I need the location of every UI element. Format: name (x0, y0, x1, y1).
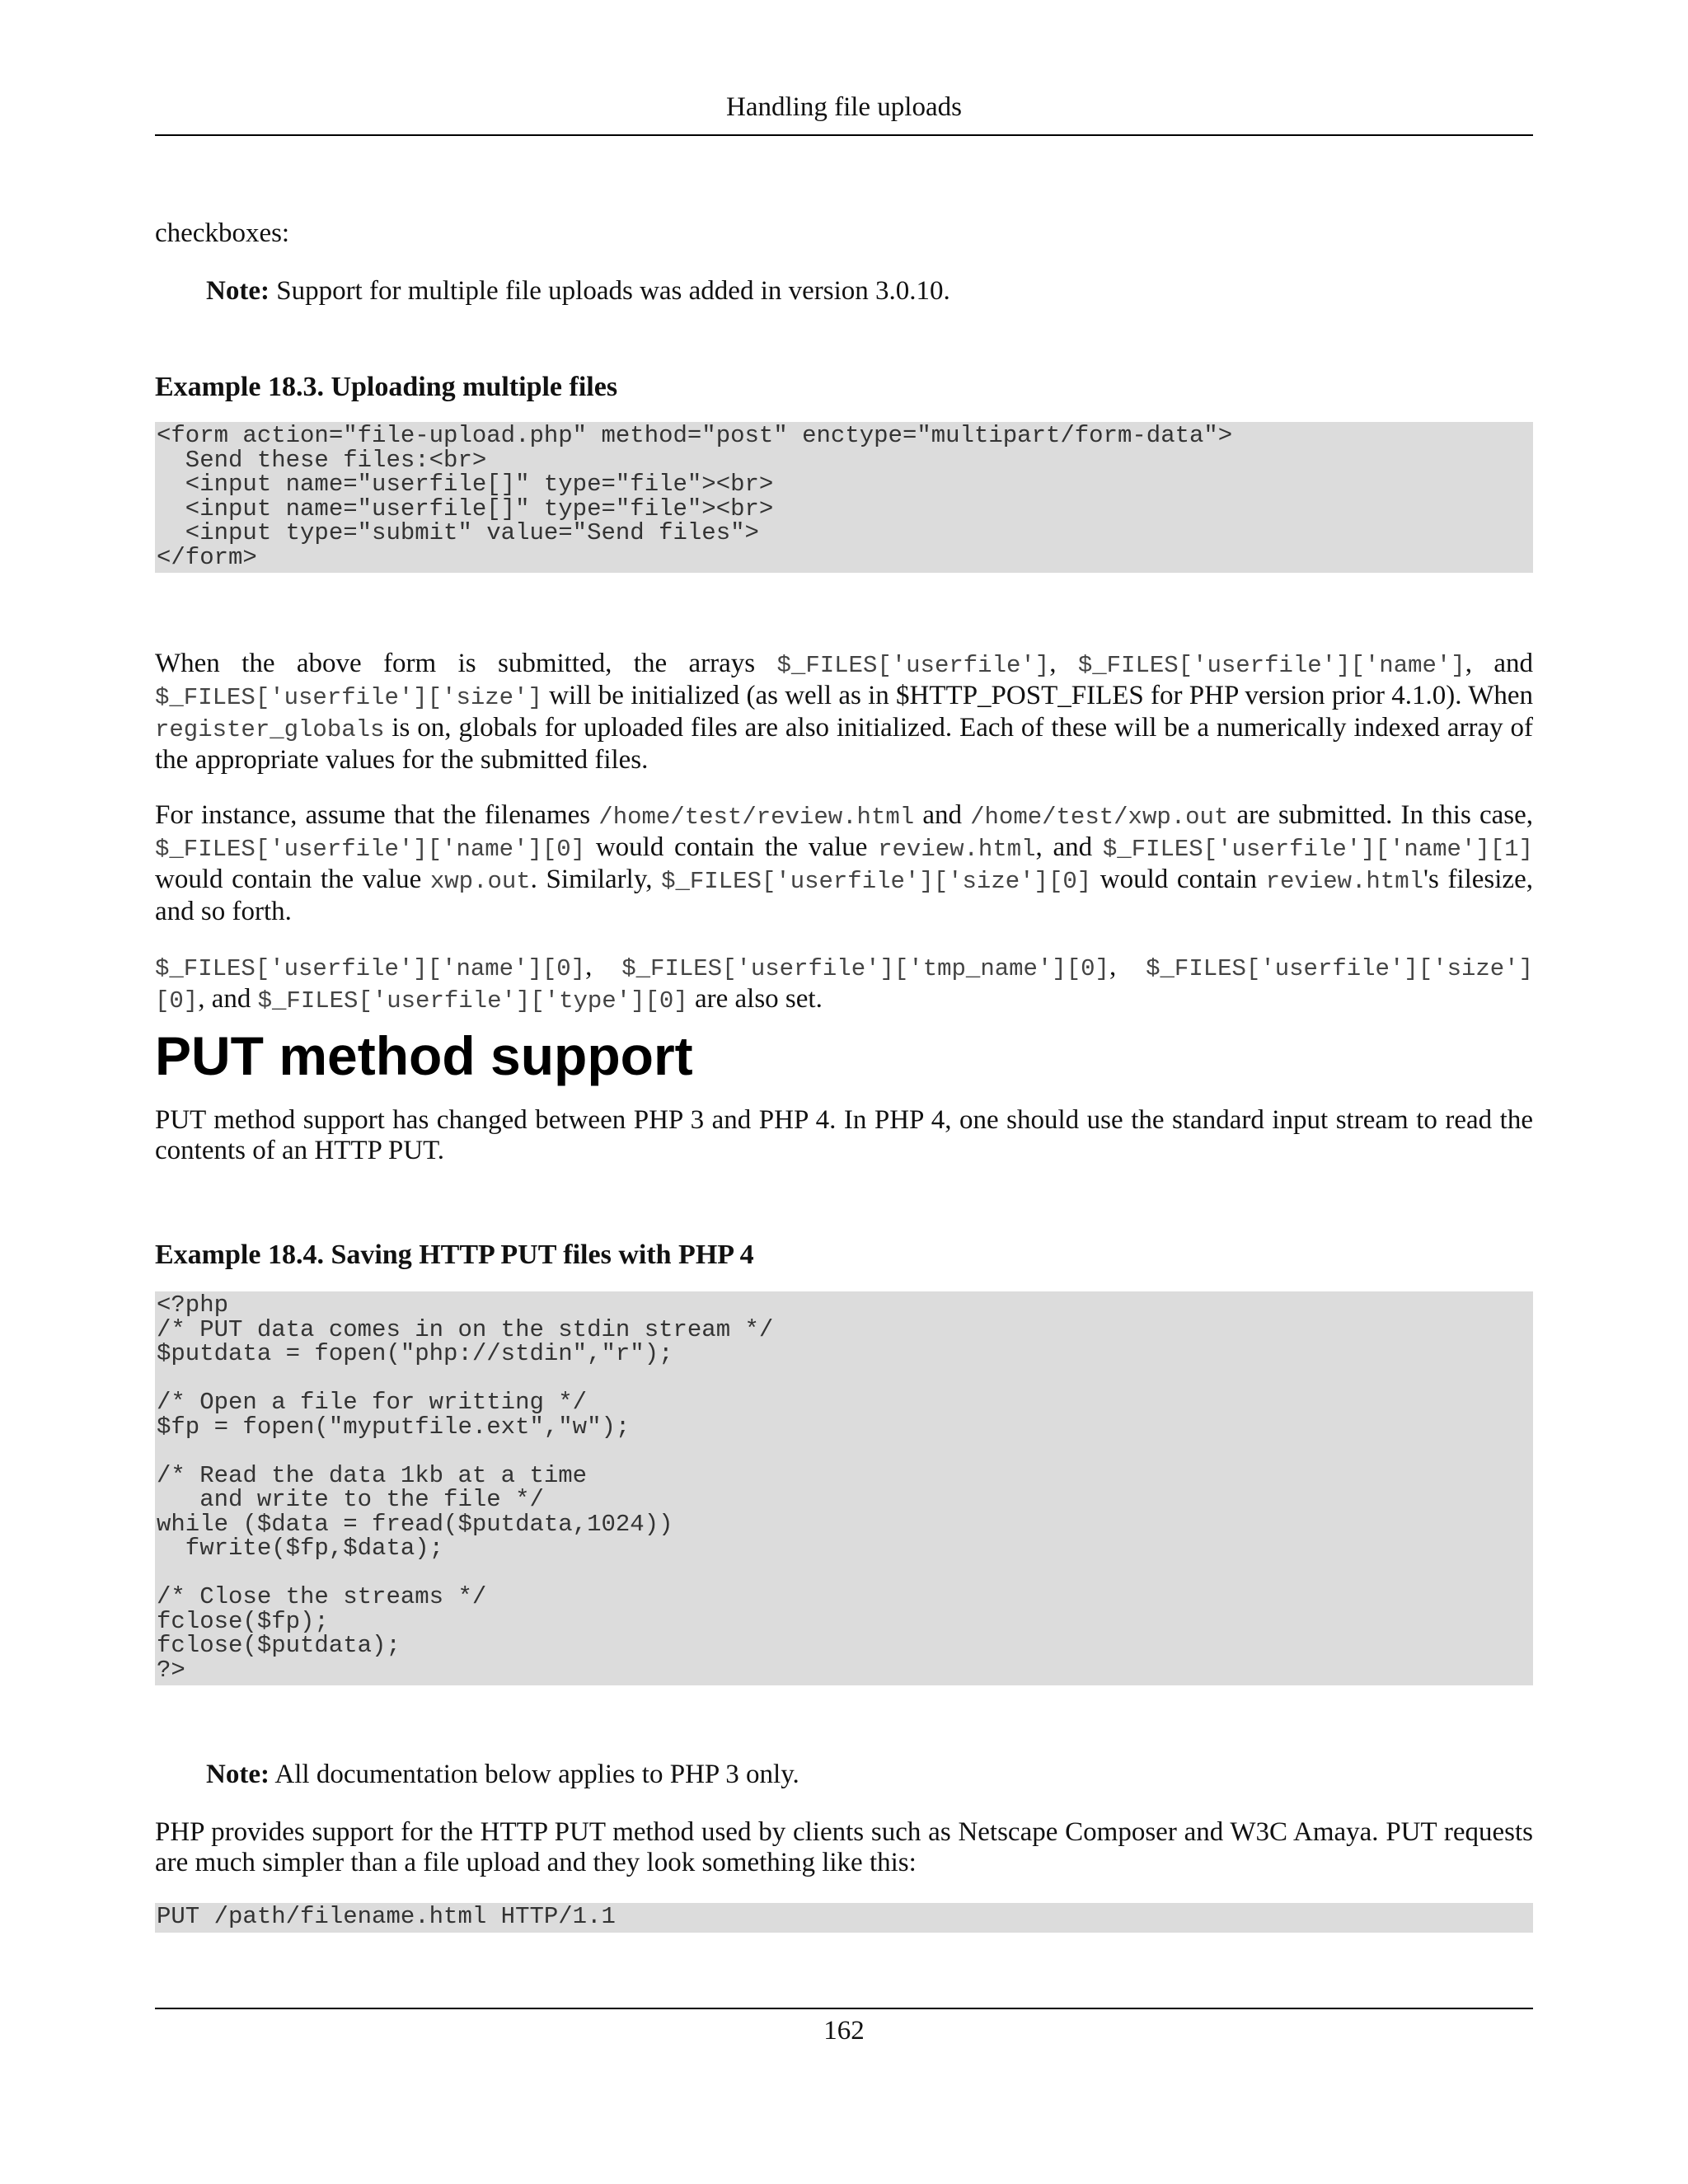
page-number: 162 (155, 2008, 1533, 2046)
put-request-code: PUT /path/filename.html HTTP/1.1 (155, 1903, 1533, 1933)
note-version (155, 276, 1533, 307)
page-body (155, 218, 1533, 1933)
note-text: Support for multiple file uploads was added in version 3.0.10. (269, 276, 950, 306)
example-18-3-code: <form action="file-upload.php" method="post" enctype="multipart/form-data"> Send these files:<br> <input name="userfile[]" type="file"><br> <input name="userfile[]" type="file"><br> <input type="submit" value="Send files"> </form> (155, 422, 1533, 573)
paragraph-arrays: When the above form is submitted, the arrays $_FILES['userfile'], $_FILES['userfile']['name'], and $_FILES['userfile']['size'] will be initialized (as well as in $HTTP_POST_FILES for PHP version prior 4.1.0). When register_globals is on, globals for uploaded files are also initialized. Each of these will be a numerically indexed array of the appropriate values for the submitted files. (155, 649, 1534, 775)
paragraph-example-filenames: For instance, assume that the filenames /home/test/review.html and /home/test/xwp.out are submitted. In this case, $_FILES['userfile']['name'][0] would contain the value review.html, and $_FILES['userfile']['name'][1] would contain the value xwp.out. Similarly, $_FILES['userfile']['size'][0] would contain review.html's filesize, and so forth. (155, 800, 1533, 926)
note-text: All documentation below applies to PHP 3 only. (269, 1760, 799, 1789)
running-header: Handling file uploads (155, 92, 1533, 136)
paragraph-put-requests: PHP provides support for the HTTP PUT method used by clients such as Netscape Composer and W3C Amaya. PUT requests are much simpler than a file upload and they look something like this: (155, 1817, 1533, 1877)
example-18-4-code: <?php /* PUT data comes in on the stdin stream */ $putdata = fopen("php://stdin","r"); /* Open a file for writting */ $fp = fopen("myputfile.ext","w"); /* Read the data 1kb at a time and write to the file */ while ($data = fread($putdata,1024)) fwrite($fp,$data); /* Close the streams */ fclose($fp); fclose($putdata); ?> (155, 1291, 1533, 1685)
paragraph-put-intro: PUT method support has changed between PHP 3 and PHP 4. In PHP 4, one should use the standard input stream to read the contents of an HTTP PUT. (155, 1105, 1533, 1165)
intro-text: checkboxes: (155, 218, 290, 248)
note-label: Note: (206, 276, 270, 306)
example-18-3-title: Example 18.3. Uploading multiple files (155, 372, 618, 402)
paragraph-also-set: $_FILES['userfile']['name'][0], $_FILES['userfile']['tmp_name'][0], $_FILES['userfile']['size'][0], and $_FILES['userfile']['type'][0] are also set. (155, 952, 1533, 1015)
note-php3 (155, 1760, 1533, 1790)
section-title: PUT method support (155, 1025, 693, 1086)
note-label: Note: (206, 1760, 270, 1789)
example-18-4-title: Example 18.4. Saving HTTP PUT files with PHP 4 (155, 1240, 754, 1270)
